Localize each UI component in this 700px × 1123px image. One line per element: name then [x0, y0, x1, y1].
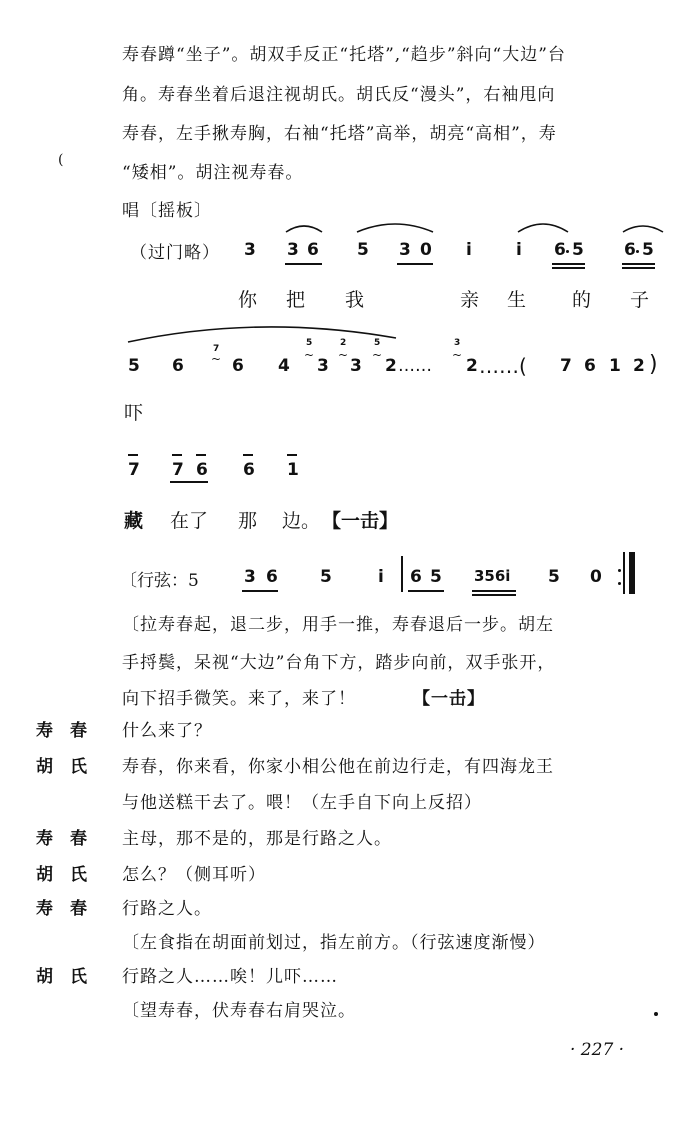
- underline: [472, 590, 516, 592]
- grace-mark-icon: ~: [452, 348, 463, 362]
- note: 6: [624, 240, 636, 260]
- note: i: [516, 240, 522, 260]
- direction-line-1: 〔拉寿春起，退二步，用手一推，寿春退后一步。胡左: [122, 615, 554, 635]
- note: 3: [350, 356, 362, 376]
- note: 1: [287, 460, 299, 480]
- note: 6: [196, 460, 208, 480]
- speaker-name: 胡 氏: [36, 865, 87, 885]
- lyric: 把: [286, 289, 306, 311]
- stray-mark: [654, 1012, 658, 1016]
- dialogue-line: 怎么？（侧耳听）: [122, 865, 266, 885]
- note: 6: [243, 460, 255, 480]
- underline: [408, 590, 444, 592]
- grace-mark-icon: ~: [338, 348, 349, 362]
- note: 5: [572, 240, 584, 260]
- note: 3: [399, 240, 411, 260]
- lyric: 吓: [124, 402, 144, 424]
- note: 6: [232, 356, 244, 376]
- note: 2: [466, 356, 478, 376]
- note: 5: [642, 240, 654, 260]
- dialogue-line: 行路之人。: [122, 899, 212, 919]
- note: 6: [172, 356, 184, 376]
- grace-mark-icon: ~: [211, 352, 222, 366]
- percussion-hit: 【一击】: [413, 689, 485, 709]
- barline: [401, 556, 403, 592]
- grace-note: 7: [213, 344, 220, 354]
- overline: [172, 454, 182, 456]
- note: 2: [385, 356, 397, 376]
- close-paren: ): [649, 352, 658, 377]
- repeat-dot: [618, 569, 621, 572]
- dialogue-line: 〔左食指在胡面前划过，指左前方。（行弦速度渐慢）: [122, 933, 546, 953]
- dialogue-line: 寿春，你来看，你家小相公他在前边行走，有四海龙王: [122, 757, 554, 777]
- stage-direction-line-2: 角。寿春坐着后退注视胡氏。胡氏反“漫头”，右袖甩向: [122, 85, 556, 105]
- underline: [397, 263, 433, 265]
- rhythm-dot: [636, 250, 639, 253]
- lyric: 边。: [282, 510, 321, 532]
- note: 5: [128, 356, 140, 376]
- note: 6: [584, 356, 596, 376]
- note: 3: [317, 356, 329, 376]
- note: 4: [278, 356, 290, 376]
- prelude-label: （过门略）: [130, 243, 220, 263]
- lyric: 藏: [124, 510, 144, 532]
- note: 3: [244, 240, 256, 260]
- lyric: 我: [345, 289, 365, 311]
- speaker-name: 胡 氏: [36, 757, 87, 777]
- grace-note: 5: [374, 338, 381, 348]
- percussion-hit: 【一击】: [322, 510, 399, 532]
- note: 0: [420, 240, 432, 260]
- note: 6: [307, 240, 319, 260]
- speaker-name: 寿 春: [36, 829, 87, 849]
- speaker-name: 寿 春: [36, 899, 87, 919]
- page-number: · 227 ·: [570, 1040, 625, 1060]
- note-group: 356i: [474, 567, 511, 585]
- dialogue-line: 与他送糕干去了。喂！（左手自下向上反招）: [122, 793, 482, 813]
- underline: [552, 267, 585, 269]
- stage-direction-line-4: “矮相”。胡注视寿春。: [122, 163, 304, 183]
- direction-line-2: 手捋鬓，呆视“大边”台角下方，踏步向前，双手张开，: [122, 653, 556, 673]
- lyric: 那: [238, 510, 258, 532]
- underline: [622, 267, 655, 269]
- underline: [552, 263, 585, 265]
- overline: [243, 454, 253, 456]
- overline: [196, 454, 206, 456]
- lyric: 你: [238, 289, 258, 311]
- overline: [128, 454, 138, 456]
- underline: [622, 263, 655, 265]
- xingxian-label: 〔行弦：5: [120, 571, 199, 591]
- stage-direction-line-3: 寿春，左手揪寿胸，右袖“托塔”高举，胡亮“高相”，寿: [122, 124, 557, 144]
- dialogue-line: 主母，那不是的，那是行路之人。: [122, 829, 392, 849]
- note: 6: [410, 567, 422, 587]
- dialogue-line: 什么来了？: [122, 721, 212, 741]
- grace-note: 3: [454, 338, 461, 348]
- underline: [285, 263, 322, 265]
- note: 5: [430, 567, 442, 587]
- overline: [287, 454, 297, 456]
- note: i: [378, 567, 384, 587]
- note: 7: [128, 460, 140, 480]
- direction-line-3: 向下招手微笑。来了，来了！: [122, 689, 356, 709]
- repeat-barline-thick: [629, 552, 635, 594]
- repeat-barline-thin: [623, 552, 625, 594]
- note: 0: [590, 567, 602, 587]
- note: 7: [560, 356, 572, 376]
- hold-dots-paren: ……(: [479, 354, 527, 378]
- hold-dots: ……: [398, 356, 432, 376]
- grace-mark-icon: ~: [304, 348, 315, 362]
- note: 7: [172, 460, 184, 480]
- underline: [170, 481, 208, 483]
- underline: [242, 590, 278, 592]
- lyric: 的: [572, 289, 592, 311]
- note: 5: [548, 567, 560, 587]
- repeat-dot: [618, 582, 621, 585]
- speaker-name: 寿 春: [36, 721, 87, 741]
- rhythm-dot: [566, 250, 569, 253]
- speaker-name: 胡 氏: [36, 967, 87, 987]
- note: 5: [357, 240, 369, 260]
- underline: [472, 594, 516, 596]
- dialogue-line: 行路之人……唉！儿吓……: [122, 967, 338, 987]
- stage-direction-line-1: 寿春蹲“坐子”。胡双手反正“托塔”,“趋步”斜向“大边”台: [122, 45, 566, 65]
- note: 5: [320, 567, 332, 587]
- note: 6: [554, 240, 566, 260]
- lyric: 生: [507, 289, 527, 311]
- grace-note: 5: [306, 338, 313, 348]
- note: i: [466, 240, 472, 260]
- note: 6: [266, 567, 278, 587]
- aria-label: 唱〔摇板〕: [122, 201, 212, 221]
- lyric: 亲: [460, 289, 480, 311]
- note: 2: [633, 356, 645, 376]
- note: 3: [244, 567, 256, 587]
- grace-mark-icon: ~: [372, 348, 383, 362]
- margin-mark: (: [58, 152, 64, 168]
- note: 3: [287, 240, 299, 260]
- lyric: 子: [630, 289, 650, 311]
- dialogue-line: 〔望寿春，伏寿春右肩哭泣。: [122, 1001, 356, 1021]
- grace-note: 2: [340, 338, 347, 348]
- note: 1: [609, 356, 621, 376]
- lyric: 在了: [170, 510, 209, 532]
